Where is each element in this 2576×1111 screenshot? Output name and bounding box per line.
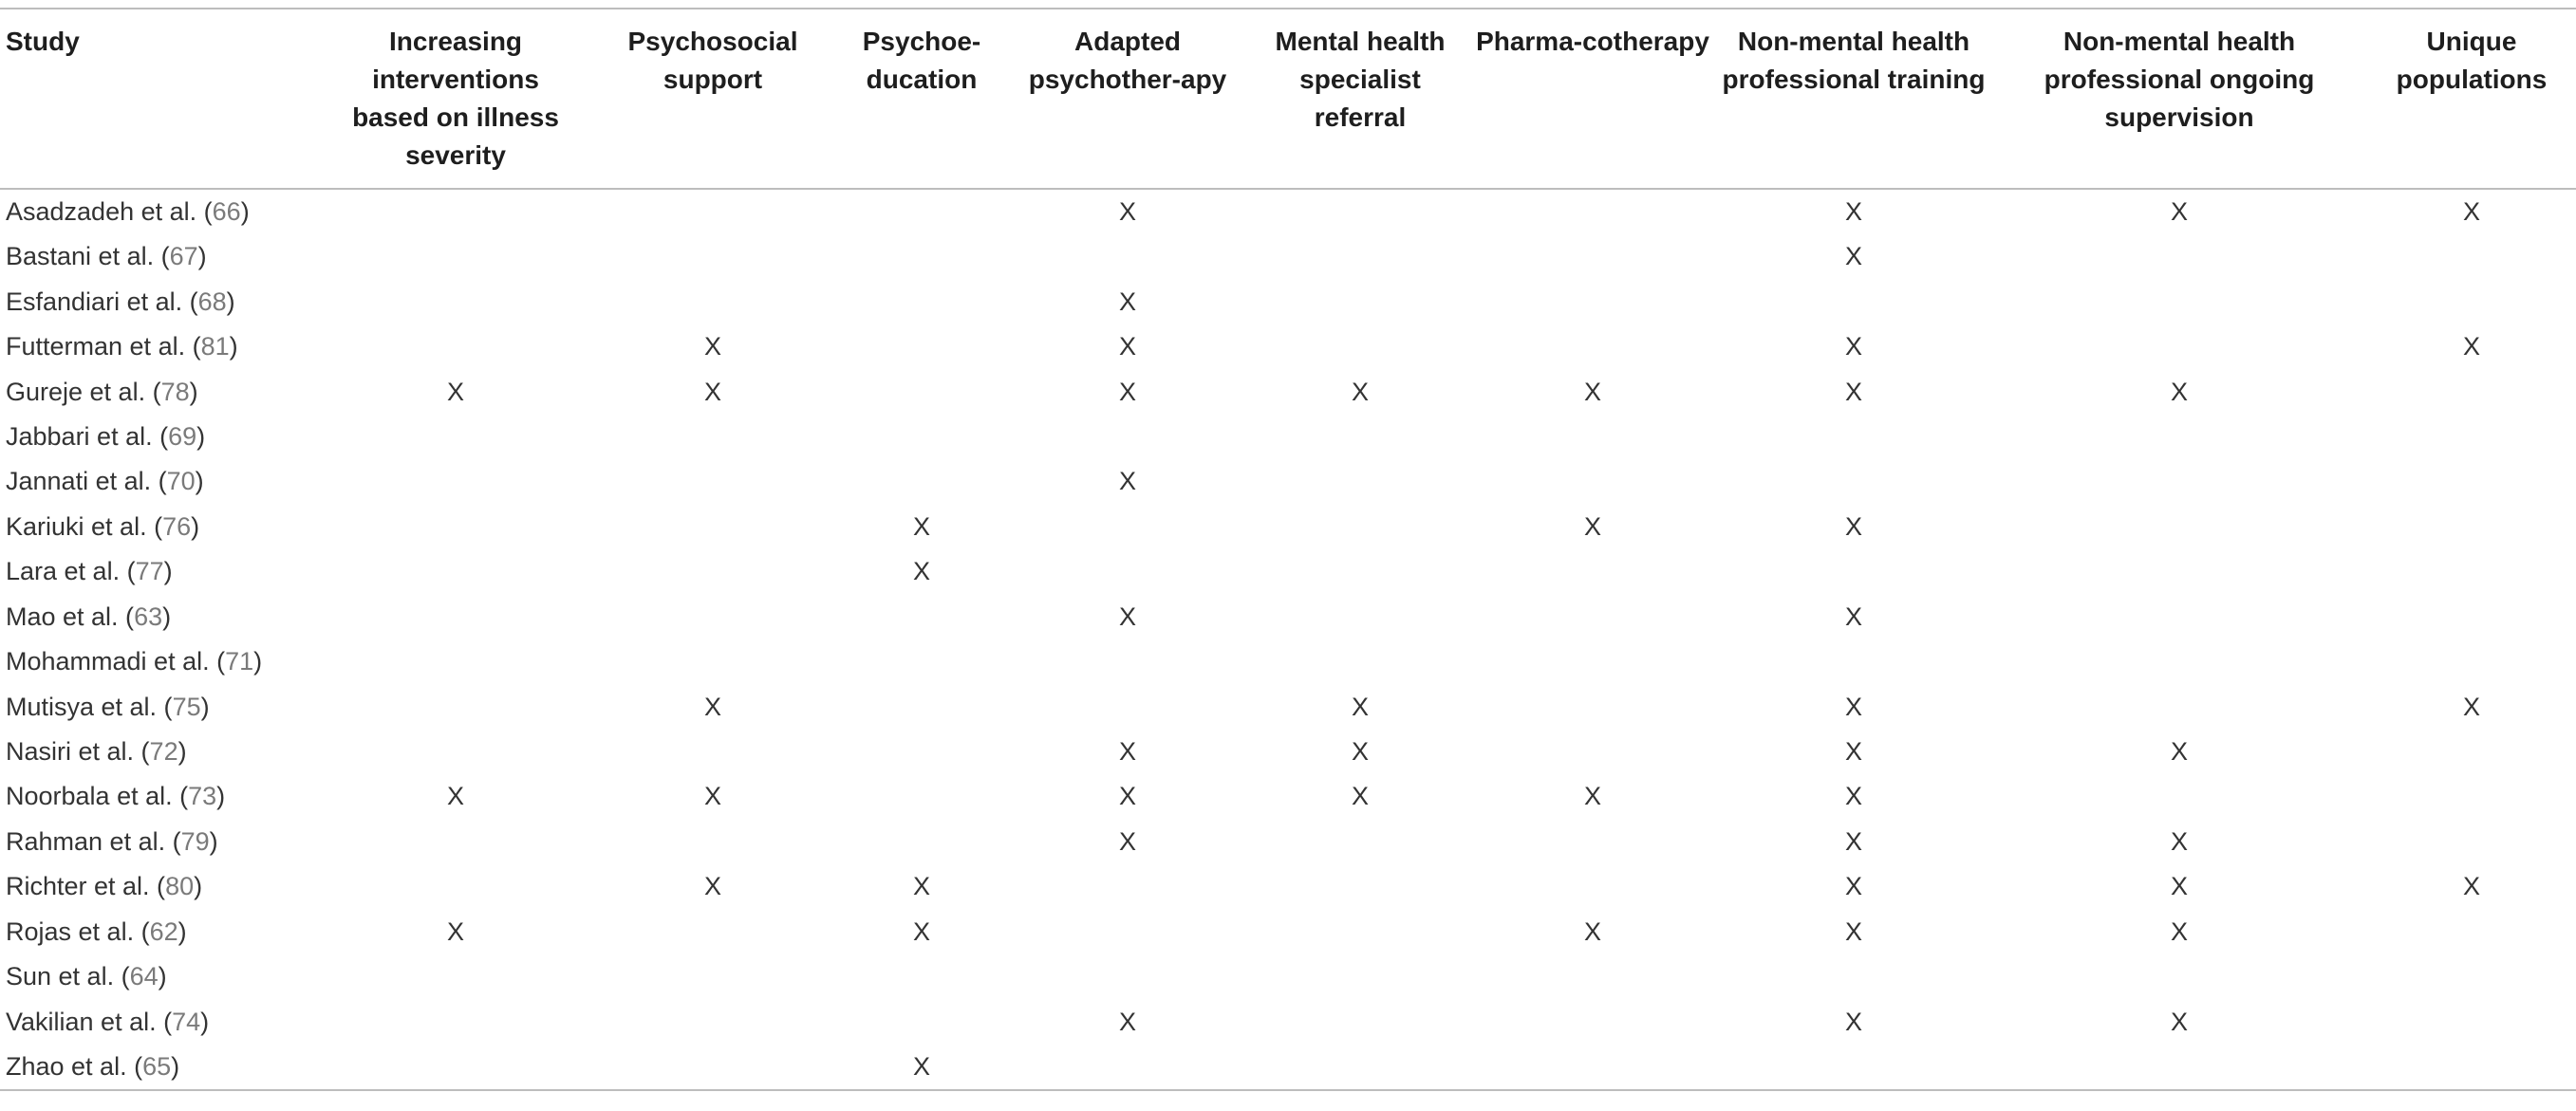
component-mark-cell — [1991, 595, 2367, 639]
study-author: Sun et al. ( — [6, 962, 130, 991]
study-author: Mutisya et al. ( — [6, 692, 173, 721]
component-mark-cell — [1251, 415, 1469, 459]
study-author-close: ) — [240, 197, 250, 226]
component-mark-cell: X — [1844, 782, 1862, 811]
study-author: Mohammadi et al. ( — [6, 647, 226, 676]
component-mark-cell: X — [1583, 377, 1601, 406]
component-mark-cell: X — [1118, 197, 1136, 226]
component-mark-cell — [1251, 864, 1469, 909]
table-body — [0, 189, 2576, 1090]
component-mark-cell — [1469, 549, 1716, 594]
study-cell — [0, 684, 325, 729]
component-mark-cell: X — [1844, 1007, 1862, 1036]
component-mark-cell — [1469, 730, 1716, 774]
component-mark-cell: X — [1583, 917, 1601, 946]
component-mark-cell — [1251, 549, 1469, 594]
study-cell — [0, 595, 325, 639]
component-mark-cell — [325, 730, 587, 774]
component-mark-cell — [2367, 549, 2576, 594]
study-cell — [0, 999, 325, 1044]
study-author-close: ) — [200, 1007, 210, 1036]
component-mark-cell: X — [1844, 377, 1862, 406]
table-row — [0, 549, 2576, 594]
study-author-close: ) — [209, 826, 218, 856]
study-cell — [0, 639, 325, 684]
component-mark-cell: X — [1118, 737, 1136, 767]
table-row — [0, 189, 2576, 234]
study-author: Futterman et al. ( — [6, 332, 201, 361]
component-mark-cell — [839, 639, 1004, 684]
component-mark-cell — [2367, 415, 2576, 459]
study-author-close: ) — [191, 511, 200, 541]
component-mark-cell: X — [1118, 287, 1136, 316]
component-mark-cell — [1991, 684, 2367, 729]
component-mark-cell — [587, 189, 839, 234]
reference-link[interactable]: 76 — [162, 511, 192, 541]
component-mark-cell — [839, 189, 1004, 234]
component-mark-cell — [1469, 864, 1716, 909]
study-author-close: ) — [229, 332, 238, 361]
study-author: Jabbari et al. ( — [6, 421, 169, 451]
component-mark-cell — [2367, 954, 2576, 999]
component-mark-cell — [2367, 999, 2576, 1044]
component-mark-cell: X — [1844, 872, 1862, 901]
reference-link[interactable]: 64 — [129, 962, 159, 991]
component-mark-cell: X — [2462, 872, 2480, 901]
study-author: Nasiri et al. ( — [6, 737, 150, 767]
component-mark-cell: X — [703, 332, 721, 361]
column-header-specialist-referral: Mental health specialist referral — [1275, 27, 1446, 132]
study-author-close: ) — [194, 872, 203, 901]
study-author: Lara et al. ( — [6, 557, 136, 586]
study-author: Asadzadeh et al. ( — [6, 197, 213, 226]
study-author: Kariuki et al. ( — [6, 511, 163, 541]
component-mark-cell — [1251, 234, 1469, 279]
component-mark-cell — [839, 459, 1004, 504]
study-cell — [0, 415, 325, 459]
component-mark-cell — [1469, 189, 1716, 234]
reference-link[interactable]: 79 — [180, 826, 210, 856]
component-mark-cell: X — [703, 692, 721, 721]
table-row — [0, 234, 2576, 279]
table-row — [0, 730, 2576, 774]
component-mark-cell — [839, 999, 1004, 1044]
study-author-close: ) — [171, 1051, 180, 1081]
component-mark-cell: X — [446, 377, 464, 406]
component-mark-cell — [1469, 1045, 1716, 1090]
column-header-professional-training: Non-mental health professional training — [1722, 27, 1986, 94]
component-mark-cell — [2367, 369, 2576, 414]
component-mark-cell — [1251, 1045, 1469, 1090]
component-mark-cell: X — [1351, 782, 1369, 811]
column-header-pharmacotherapy: Pharma-cotherapy — [1476, 27, 1709, 56]
study-cell — [0, 954, 325, 999]
component-mark-cell: X — [912, 557, 930, 586]
column-header-psychoeducation: Psychoe-ducation — [862, 27, 981, 94]
component-mark-cell — [1251, 954, 1469, 999]
component-mark-cell — [1469, 684, 1716, 729]
study-cell — [0, 910, 325, 954]
component-mark-cell: X — [1118, 1007, 1136, 1036]
study-author: Richter et al. ( — [6, 872, 166, 901]
component-mark-cell — [1991, 415, 2367, 459]
component-mark-cell — [325, 954, 587, 999]
study-author-close: ) — [163, 557, 173, 586]
component-mark-cell — [2367, 820, 2576, 864]
component-mark-cell: X — [1844, 826, 1862, 856]
column-header-study: Study — [6, 27, 80, 56]
component-mark-cell — [587, 459, 839, 504]
component-mark-cell — [587, 415, 839, 459]
component-mark-cell — [1716, 639, 1991, 684]
component-mark-cell: X — [1844, 737, 1862, 767]
component-mark-cell: X — [1118, 467, 1136, 496]
component-mark-cell — [1716, 549, 1991, 594]
component-mark-cell: X — [912, 1051, 930, 1081]
study-author: Esfandiari et al. ( — [6, 287, 198, 316]
component-mark-cell — [2367, 774, 2576, 819]
table-row — [0, 684, 2576, 729]
reference-link[interactable]: 68 — [197, 287, 227, 316]
column-header-adapted-psychotherapy: Adapted psychother-apy — [1028, 27, 1227, 94]
study-cell — [0, 459, 325, 504]
reference-link[interactable]: 69 — [168, 421, 197, 451]
component-mark-cell: X — [912, 917, 930, 946]
component-mark-cell — [587, 549, 839, 594]
study-author-close: ) — [200, 692, 210, 721]
component-mark-cell — [1716, 459, 1991, 504]
component-mark-cell: X — [1118, 602, 1136, 631]
study-cell — [0, 820, 325, 864]
study-cell — [0, 189, 325, 234]
study-author-close: ) — [216, 782, 226, 811]
component-mark-cell — [587, 820, 839, 864]
table-row — [0, 774, 2576, 819]
component-mark-cell — [325, 459, 587, 504]
component-mark-cell: X — [1118, 826, 1136, 856]
component-mark-cell — [587, 999, 839, 1044]
table-row — [0, 505, 2576, 549]
component-mark-cell — [1004, 549, 1251, 594]
study-author-close: ) — [253, 647, 263, 676]
component-mark-cell: X — [2170, 377, 2188, 406]
component-mark-cell — [1251, 639, 1469, 684]
reference-link[interactable]: 78 — [160, 377, 190, 406]
component-mark-cell: X — [2462, 197, 2480, 226]
table-row — [0, 910, 2576, 954]
component-mark-cell — [1991, 954, 2367, 999]
component-mark-cell — [325, 279, 587, 324]
component-mark-cell: X — [912, 872, 930, 901]
study-author-close: ) — [189, 377, 198, 406]
component-mark-cell — [1469, 639, 1716, 684]
component-mark-cell: X — [1844, 602, 1862, 631]
component-mark-cell: X — [2462, 692, 2480, 721]
component-mark-cell — [587, 954, 839, 999]
component-mark-cell: X — [1583, 782, 1601, 811]
study-cell — [0, 864, 325, 909]
study-author: Vakilian et al. ( — [6, 1007, 173, 1036]
component-mark-cell — [1469, 459, 1716, 504]
component-mark-cell — [587, 505, 839, 549]
component-mark-cell — [1251, 324, 1469, 369]
component-mark-cell — [2367, 279, 2576, 324]
component-mark-cell: X — [703, 872, 721, 901]
component-mark-cell — [587, 595, 839, 639]
component-mark-cell — [1004, 415, 1251, 459]
component-mark-cell — [1004, 639, 1251, 684]
study-author-close: ) — [177, 737, 187, 767]
reference-link[interactable]: 73 — [188, 782, 217, 811]
reference-link[interactable]: 67 — [169, 242, 198, 271]
column-header-increasing-interventions: Increasing interventions based on illness severity — [352, 27, 559, 170]
component-mark-cell: X — [1844, 511, 1862, 541]
component-mark-cell — [325, 864, 587, 909]
component-mark-cell — [1004, 234, 1251, 279]
table-row — [0, 820, 2576, 864]
component-mark-cell — [587, 279, 839, 324]
study-author: Bastani et al. ( — [6, 242, 170, 271]
component-mark-cell — [839, 774, 1004, 819]
study-cell — [0, 369, 325, 414]
study-components-table — [0, 8, 2576, 1091]
component-mark-cell — [1469, 324, 1716, 369]
component-mark-cell — [325, 595, 587, 639]
component-mark-cell — [2367, 505, 2576, 549]
component-mark-cell: X — [2170, 737, 2188, 767]
component-mark-cell — [839, 820, 1004, 864]
component-mark-cell — [1004, 505, 1251, 549]
reference-link[interactable]: 75 — [172, 692, 201, 721]
component-mark-cell — [839, 954, 1004, 999]
study-cell — [0, 505, 325, 549]
component-mark-cell — [325, 234, 587, 279]
component-mark-cell — [1469, 415, 1716, 459]
study-cell — [0, 279, 325, 324]
component-mark-cell: X — [1844, 917, 1862, 946]
study-cell — [0, 730, 325, 774]
table-row — [0, 459, 2576, 504]
component-mark-cell — [1469, 999, 1716, 1044]
component-mark-cell — [1004, 684, 1251, 729]
component-mark-cell — [325, 999, 587, 1044]
component-mark-cell — [839, 369, 1004, 414]
table-row — [0, 1045, 2576, 1090]
component-mark-cell — [325, 820, 587, 864]
study-author: Gureje et al. ( — [6, 377, 161, 406]
table-row — [0, 595, 2576, 639]
component-mark-cell — [839, 595, 1004, 639]
component-mark-cell — [2367, 459, 2576, 504]
reference-link[interactable]: 81 — [200, 332, 230, 361]
component-mark-cell — [1251, 189, 1469, 234]
component-mark-cell — [325, 189, 587, 234]
reference-link[interactable]: 65 — [142, 1051, 172, 1081]
component-mark-cell — [1251, 459, 1469, 504]
column-header-psychosocial-support: Psychosocial support — [627, 27, 798, 94]
reference-link[interactable]: 70 — [166, 467, 196, 496]
table-row — [0, 279, 2576, 324]
component-mark-cell: X — [912, 511, 930, 541]
table-row — [0, 639, 2576, 684]
component-mark-cell — [1716, 954, 1991, 999]
study-cell — [0, 234, 325, 279]
study-cell — [0, 549, 325, 594]
component-mark-cell — [1469, 595, 1716, 639]
table-row — [0, 415, 2576, 459]
reference-link[interactable]: 63 — [134, 602, 163, 631]
component-mark-cell: X — [1844, 332, 1862, 361]
component-mark-cell — [325, 1045, 587, 1090]
study-cell — [0, 774, 325, 819]
table-row — [0, 324, 2576, 369]
study-cell — [0, 1045, 325, 1090]
component-mark-cell — [1716, 415, 1991, 459]
component-mark-cell: X — [1118, 377, 1136, 406]
study-author: Rahman et al. ( — [6, 826, 181, 856]
component-mark-cell: X — [1118, 332, 1136, 361]
header-row — [0, 9, 2576, 189]
component-mark-cell — [1469, 954, 1716, 999]
component-mark-cell: X — [1351, 692, 1369, 721]
reference-link[interactable]: 77 — [135, 557, 164, 586]
table-row — [0, 864, 2576, 909]
study-author: Jannati et al. ( — [6, 467, 167, 496]
study-author-close: ) — [162, 602, 172, 631]
component-mark-cell — [325, 639, 587, 684]
component-mark-cell: X — [1844, 242, 1862, 271]
component-mark-cell: X — [1351, 737, 1369, 767]
component-mark-cell — [2367, 234, 2576, 279]
component-mark-cell — [1251, 910, 1469, 954]
column-header-unique-populations: Unique populations — [2396, 27, 2548, 94]
component-mark-cell — [1991, 505, 2367, 549]
reference-link[interactable]: 66 — [212, 197, 241, 226]
component-mark-cell: X — [1351, 377, 1369, 406]
component-mark-cell — [839, 324, 1004, 369]
component-mark-cell — [1469, 820, 1716, 864]
component-mark-cell — [1991, 279, 2367, 324]
component-mark-cell — [1991, 549, 2367, 594]
component-mark-cell — [2367, 730, 2576, 774]
study-author: Zhao et al. ( — [6, 1051, 143, 1081]
component-mark-cell: X — [446, 917, 464, 946]
study-author: Mao et al. ( — [6, 602, 135, 631]
component-mark-cell: X — [1118, 782, 1136, 811]
component-mark-cell — [1004, 1045, 1251, 1090]
component-mark-cell: X — [1844, 692, 1862, 721]
component-mark-cell — [1251, 999, 1469, 1044]
component-mark-cell — [325, 684, 587, 729]
component-mark-cell — [839, 234, 1004, 279]
component-mark-cell — [2367, 639, 2576, 684]
component-mark-cell — [839, 279, 1004, 324]
component-mark-cell — [1004, 910, 1251, 954]
component-mark-cell — [325, 549, 587, 594]
component-mark-cell: X — [2170, 826, 2188, 856]
study-author-close: ) — [226, 287, 235, 316]
component-mark-cell — [2367, 910, 2576, 954]
study-author-close: ) — [195, 467, 204, 496]
column-header-ongoing-supervision: Non-mental health professional ongoing supervision — [2044, 27, 2315, 132]
reference-link[interactable]: 74 — [172, 1007, 201, 1036]
table-header — [0, 9, 2576, 189]
component-mark-cell — [325, 415, 587, 459]
component-mark-cell — [1251, 595, 1469, 639]
component-mark-cell: X — [703, 782, 721, 811]
component-mark-cell: X — [2170, 917, 2188, 946]
component-mark-cell — [839, 684, 1004, 729]
study-cell — [0, 324, 325, 369]
component-mark-cell — [1469, 234, 1716, 279]
component-mark-cell — [1004, 954, 1251, 999]
study-author-close: ) — [196, 421, 206, 451]
component-mark-cell — [2367, 595, 2576, 639]
study-author-close: ) — [158, 962, 167, 991]
study-author-close: ) — [177, 917, 187, 946]
component-mark-cell — [1469, 279, 1716, 324]
table-row — [0, 999, 2576, 1044]
reference-link[interactable]: 72 — [149, 737, 178, 767]
reference-link[interactable]: 71 — [225, 647, 254, 676]
study-author: Rojas et al. ( — [6, 917, 150, 946]
component-mark-cell: X — [2170, 197, 2188, 226]
component-mark-cell — [1991, 234, 2367, 279]
component-mark-cell — [587, 234, 839, 279]
component-mark-cell — [1716, 1045, 1991, 1090]
component-mark-cell — [587, 1045, 839, 1090]
component-mark-cell — [1991, 459, 2367, 504]
component-mark-cell — [587, 910, 839, 954]
component-mark-cell — [1251, 505, 1469, 549]
component-mark-cell — [2367, 1045, 2576, 1090]
component-mark-cell: X — [446, 782, 464, 811]
reference-link[interactable]: 80 — [165, 872, 195, 901]
component-mark-cell: X — [1583, 511, 1601, 541]
component-mark-cell: X — [1844, 197, 1862, 226]
component-mark-cell — [587, 639, 839, 684]
component-mark-cell — [325, 505, 587, 549]
component-mark-cell — [1991, 324, 2367, 369]
component-mark-cell — [325, 324, 587, 369]
component-mark-cell — [1991, 774, 2367, 819]
study-author: Noorbala et al. ( — [6, 782, 189, 811]
component-mark-cell — [1004, 864, 1251, 909]
table-row — [0, 369, 2576, 414]
component-mark-cell — [839, 415, 1004, 459]
reference-link[interactable]: 62 — [149, 917, 178, 946]
component-mark-cell — [1716, 279, 1991, 324]
component-mark-cell: X — [703, 377, 721, 406]
component-mark-cell: X — [2462, 332, 2480, 361]
study-author-close: ) — [197, 242, 207, 271]
component-mark-cell — [1251, 279, 1469, 324]
component-mark-cell — [1991, 1045, 2367, 1090]
component-mark-cell — [587, 730, 839, 774]
component-mark-cell — [1991, 639, 2367, 684]
component-mark-cell: X — [2170, 872, 2188, 901]
table-row — [0, 954, 2576, 999]
component-mark-cell — [1251, 820, 1469, 864]
component-mark-cell — [839, 730, 1004, 774]
component-mark-cell: X — [2170, 1007, 2188, 1036]
